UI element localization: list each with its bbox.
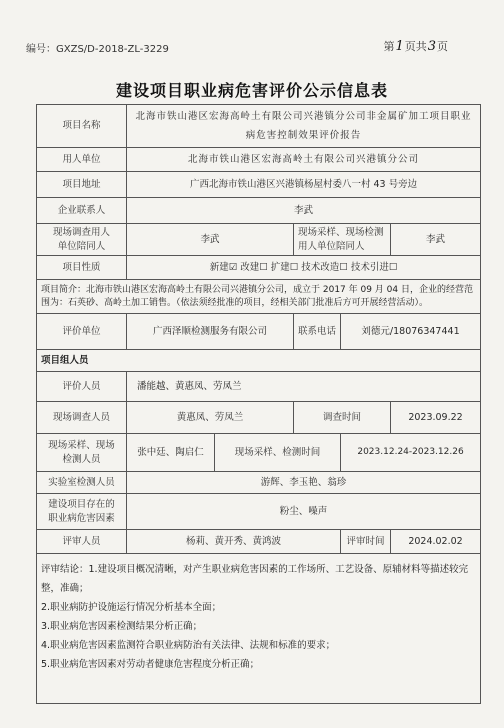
review-lines <box>41 560 476 674</box>
sampling-escort-label: 现场采样、现场检测用人单位陪同人 <box>294 224 391 256</box>
nature-label: 项目性质 <box>37 256 127 280</box>
reviewers-label: 评审人员 <box>37 530 127 554</box>
review-line: 4.职业病危害因素监测符合职业病防治有关法律、法规和标准的要求； <box>41 640 336 651</box>
page-title: 建设项目职业病危害评价公示信息表 <box>115 81 388 100</box>
review-line: 2.职业病防护设施运行情况分析基本全面； <box>41 602 222 613</box>
row-employer <box>37 148 481 172</box>
surveyors-label: 现场调查人员 <box>37 402 127 434</box>
row-evaluators <box>37 372 481 402</box>
survey-time-value: 2023.09.22 <box>391 402 481 434</box>
team-heading: 项目组人员 <box>37 350 481 372</box>
row-address <box>37 172 481 198</box>
row-lab <box>37 472 481 494</box>
evaluators-label: 评价人员 <box>37 372 127 402</box>
row-hazards <box>37 494 481 530</box>
address-label: 项目地址 <box>37 172 127 198</box>
row-review-conclusion <box>37 554 481 704</box>
review-line: 3.职业病危害因素检测结果分析正确； <box>41 621 203 632</box>
survey-escort-label: 现场调查用人单位陪同人 <box>37 224 127 256</box>
samplers-value: 张中廷、陶启仁 <box>127 434 215 472</box>
review-time-value: 2024.02.02 <box>391 530 481 554</box>
row-escorts <box>37 224 481 256</box>
lab-value: 游辉、李玉艳、翁珍 <box>127 472 481 494</box>
row-team-heading <box>37 350 481 372</box>
sampling-time-value: 2023.12.24-2023.12.26 <box>341 434 481 472</box>
review-conclusion <box>37 554 481 704</box>
page-mid: 页共 <box>404 40 427 53</box>
row-contact <box>37 198 481 224</box>
employer-value: 北海市铁山港区宏海高岭土有限公司兴港镇分公司 <box>127 148 481 172</box>
row-org <box>37 314 481 350</box>
project-summary: 项目简介：北海市铁山港区宏海高岭土有限公司兴港镇分公司，成立于 2017 年 09 月 04 日，企业的经营范围为：石英砂、高岭土加工销售。（依法须经批准的项目，经相关部门批准后方可开展经营活动）。 <box>37 280 481 314</box>
page-suffix: 页 <box>437 40 448 53</box>
address-value: 广西北海市铁山港区兴港镇杨屋村委八一村 43 号旁边 <box>127 172 481 198</box>
employer-label: 用人单位 <box>37 148 127 172</box>
info-table <box>36 104 481 704</box>
page-indicator <box>383 38 448 54</box>
page-total: 3 <box>427 39 436 54</box>
org-label: 评价单位 <box>37 314 127 350</box>
project-name-value: 北海市铁山港区宏海高岭土有限公司兴港镇分公司非金属矿加工项目职业病危害控制效果评价报告 <box>127 105 481 148</box>
review-time-label: 评审时间 <box>341 530 391 554</box>
survey-escort-value: 李武 <box>127 224 294 256</box>
evaluators-value: 潘能越、黄惠凤、劳凤兰 <box>127 372 481 402</box>
phone-label: 联系电话 <box>294 314 341 350</box>
page-current: 1 <box>395 39 404 54</box>
row-samplers <box>37 434 481 472</box>
sampling-escort-value: 李武 <box>391 224 481 256</box>
review-line: 评审结论：1.建设项目概况清晰，对产生职业病危害因素的工作场所、工艺设备、原辅材料等描述较完整，准确； <box>41 564 469 594</box>
surveyors-value: 黄惠凤、劳凤兰 <box>127 402 294 434</box>
reviewers-value: 杨莉、黄开秀、黄鸿波 <box>127 530 341 554</box>
survey-time-label: 调查时间 <box>294 402 391 434</box>
contact-label: 企业联系人 <box>37 198 127 224</box>
samplers-label: 现场采样、现场检测人员 <box>37 434 127 472</box>
row-nature <box>37 256 481 280</box>
hazards-value: 粉尘、噪声 <box>127 494 481 530</box>
phone-value: 刘德元/18076347441 <box>341 314 481 350</box>
nature-checkboxes: 新建☑ 改建☐ 扩建☐ 技术改造☐ 技术引进☐ <box>127 256 481 280</box>
sampling-time-label: 现场采样、检测时间 <box>215 434 341 472</box>
project-name-label: 项目名称 <box>37 105 127 148</box>
hazards-label: 建设项目存在的职业病危害因素 <box>37 494 127 530</box>
review-line: 5.职业病危害因素对劳动者健康危害程度分析正确； <box>41 659 260 670</box>
row-surveyors <box>37 402 481 434</box>
lab-label: 实验室检测人员 <box>37 472 127 494</box>
contact-value: 李武 <box>127 198 481 224</box>
row-project-name <box>37 105 481 148</box>
document-code: 编号：GXZS/D-2018-ZL-3229 <box>26 44 169 55</box>
org-value: 广西泽顺检测服务有限公司 <box>127 314 294 350</box>
page-prefix: 第 <box>383 40 395 53</box>
row-reviewers <box>37 530 481 554</box>
row-summary <box>37 280 481 314</box>
